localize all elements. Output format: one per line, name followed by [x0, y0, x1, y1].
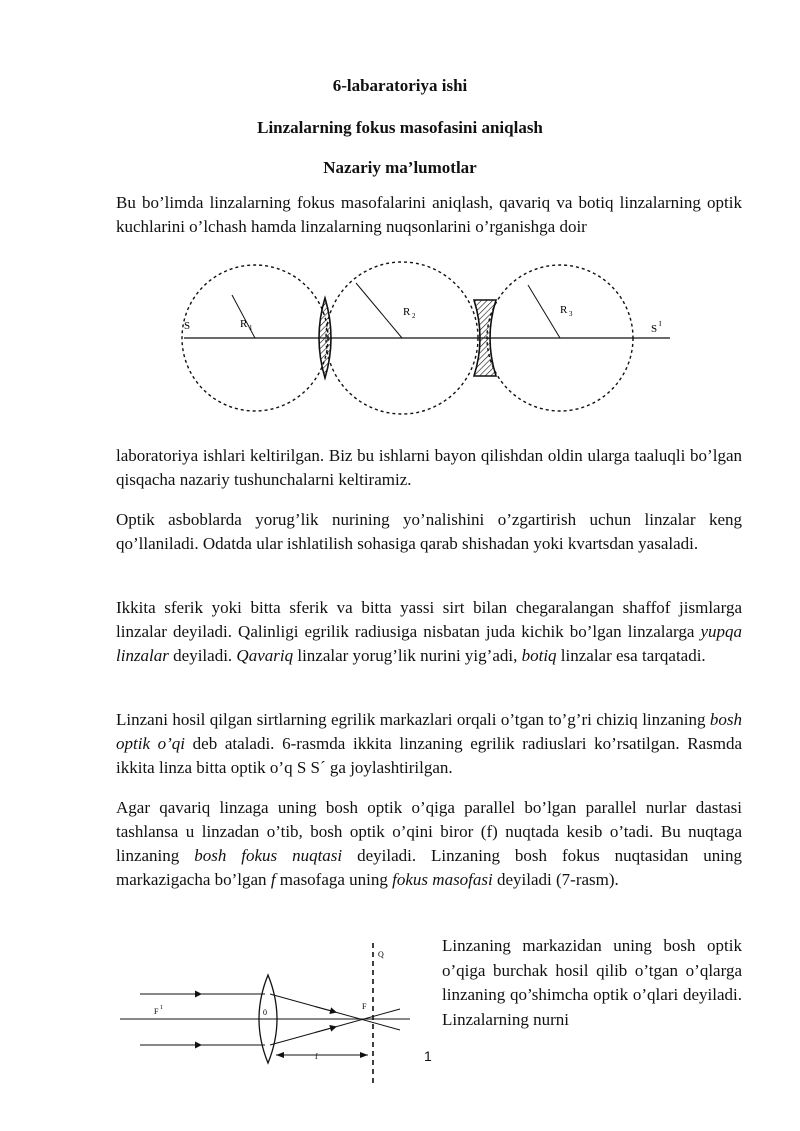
paragraph-4: Linzani hosil qilgan sirtlarning egrilik markazlari orqali o’tgan to’g’ri chiziq linzaning bosh optik o’qi deb ataladi. 6-rasmda ikkita linzaning egrilik radiuslari ko’rsatilgan. Rasmda ikkita linza bitta optik o’q S S´ ga joylashtirilgan. [116, 710, 742, 777]
label-r1: R [240, 318, 248, 330]
paragraph-1b: laboratoriya ishlari keltirilgan. Biz bu ishlarni bayon qilishdan oldin ularga taaluqli bo’lgan qisqacha nazariy tushunchalarni keltiramiz. [116, 446, 742, 489]
lens-focus-figure [110, 935, 440, 1095]
paragraph-5: Agar qavariq linzaga uning bosh optik o’qiga parallel bo’lgan parallel nurlar dastasi tashlansa u linzadan o’tib, bosh optik o’qini biror (f) nuqtada kesib o’tadi. Bu nuqtaga linzaning bosh fokus nuqtasi deyiladi. Linzaning bosh fokus nuqtasidan uning markazigacha bo’lgan f masofaga uning fokus masofasi deyiladi (7-rasm). [116, 798, 743, 889]
radius-r3-line [528, 285, 560, 338]
label-f1: F [154, 1007, 159, 1016]
convex-lens [319, 298, 331, 378]
radius-r2-line [356, 283, 402, 338]
paragraph-1a: Bu bo’limda linzalarning fokus masofalarini aniqlash, qavariq va botiq linzalarning optik kuchlarini o’lchash hamda linzalarning nuqsonlarini o’rganishga doir [116, 193, 742, 236]
label-r1-sub: 1 [249, 324, 253, 332]
paragraph-2: Optik asboblarda yorug’lik nurining yo’nalishini o’zgartirish uchun linzalar keng qo’llaniladi. Odatda ular ishlatilish sohasiga qarab shishadan yoki kvartsdan yasaladi. [116, 510, 742, 553]
section-title: Nazariy ma’lumotlar [323, 158, 477, 177]
label-r3: R [560, 304, 568, 316]
paragraph-3: Ikkita sferik yoki bitta sferik va bitta yassi sirt bilan chegaralangan shaffof jismlarga linzalar deyiladi. Qalinligi egrilik radiusiga nisbatan juda kichik bo’lgan linzalarga yupqa linzalar deyiladi. Qavariq linzalar yorug’lik nurini yig’adi, botiq linzalar esa tarqatadi. [116, 598, 742, 665]
label-s-prime-sup: I [659, 320, 662, 328]
page-number: 1 [424, 1048, 432, 1064]
label-r2: R [403, 306, 411, 318]
lens-radii-figure [170, 255, 690, 435]
label-f: f [315, 1052, 318, 1061]
paragraph-6: Linzaning markazidan uning bosh optik o’qiga burchak hosil qilib o’tgan o’qlarga linzaning qo’shimcha optik o’qlari deyiladi. Linzalarning nurni [442, 936, 742, 1029]
label-s-prime: S [651, 323, 658, 335]
label-q: Q [378, 950, 384, 959]
lab-title: 6-labaratoriya ishi [332, 76, 468, 95]
label-f-upper: F [362, 1002, 367, 1011]
label-f1-sup: 1 [160, 1005, 163, 1011]
label-r3-sub: 3 [569, 310, 573, 318]
topic-title: Linzalarning fokus masofasini aniqlash [257, 118, 543, 137]
label-s: S [184, 320, 191, 332]
label-r2-sub: 2 [412, 312, 416, 320]
label-o: 0 [263, 1008, 267, 1017]
